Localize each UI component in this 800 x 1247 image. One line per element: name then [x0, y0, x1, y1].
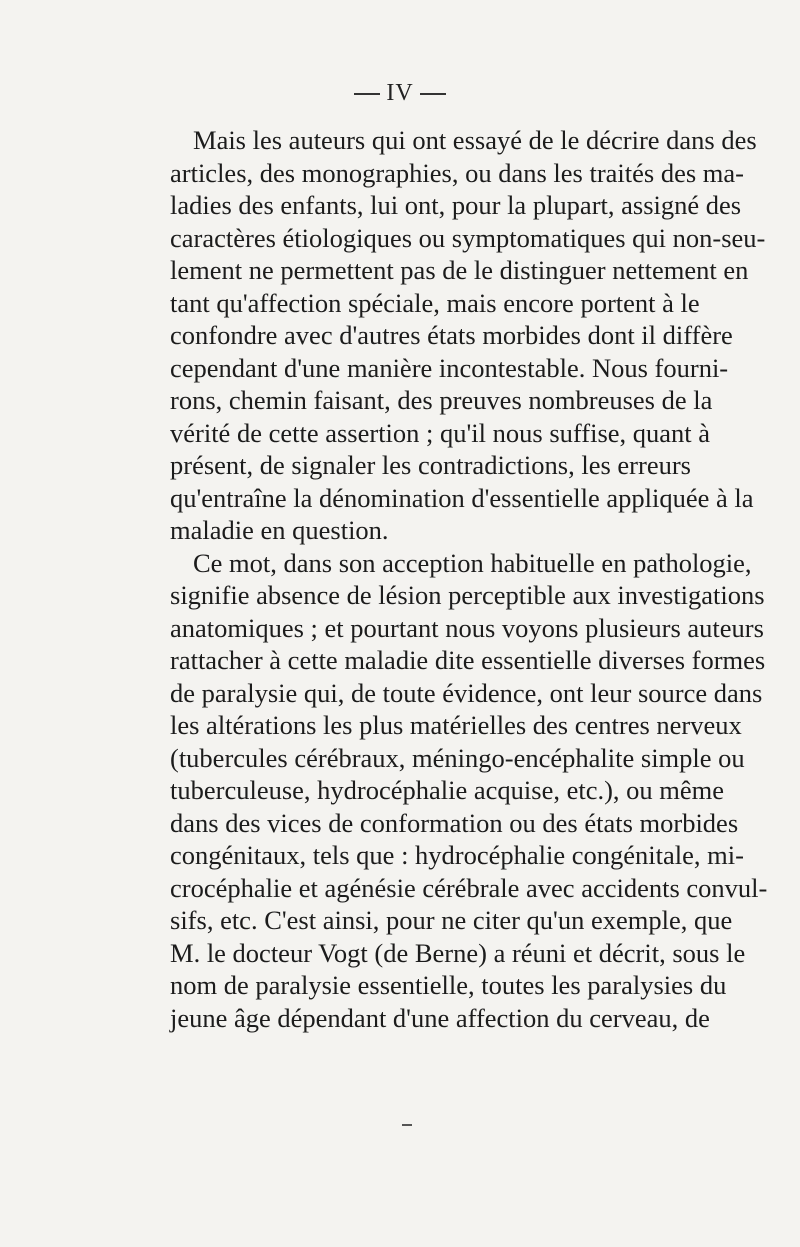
- text-line: cependant d'une manière incontestable. Nous fourni-: [170, 352, 729, 383]
- text-line: anatomiques ; et pourtant nous voyons plusieurs auteurs: [170, 612, 764, 643]
- header-dash-right: [420, 93, 446, 95]
- text-line: crocéphalie et agénésie cérébrale avec accidents convul-: [170, 872, 768, 903]
- text-line: articles, des monographies, ou dans les traités des ma-: [170, 157, 745, 188]
- text-line: qu'entraîne la dénomination d'essentielle appliquée à la: [170, 482, 754, 513]
- text-line: tant qu'affection spéciale, mais encore portent à le: [170, 287, 700, 318]
- header-dash-left: [354, 93, 380, 95]
- text-line: ladies des enfants, lui ont, pour la plupart, assigné des: [170, 190, 742, 220]
- text-line: tuberculeuse, hydrocéphalie acquise, etc.), ou même: [170, 775, 725, 805]
- text-line: (tubercules cérébraux, méningo-encéphalite simple ou: [170, 742, 745, 773]
- text-line: Ce mot, dans son acception habituelle en pathologie,: [193, 547, 752, 578]
- text-line: lement ne permettent pas de le distinguer nettement en: [170, 255, 749, 285]
- text-line: sifs, etc. C'est ainsi, pour ne citer qu'un exemple, que: [170, 905, 733, 935]
- text-line: jeune âge dépendant d'une affection du cerveau, de: [170, 1002, 710, 1033]
- printer-mark: [402, 1124, 412, 1126]
- text-line: confondre avec d'autres états morbides dont il diffère: [170, 320, 733, 350]
- text-line: caractères étiologiques ou symptomatiques qui non-seu-: [170, 222, 766, 253]
- text-line: vérité de cette assertion ; qu'il nous suffise, quant à: [170, 417, 711, 448]
- text-line: de paralysie qui, de toute évidence, ont leur source dans: [170, 677, 763, 708]
- text-line: les altérations les plus matérielles des centres nerveux: [170, 710, 742, 740]
- text-line: rons, chemin faisant, des preuves nombreuses de la: [170, 385, 713, 415]
- text-line: maladie en question.: [170, 515, 389, 545]
- page-header: [0, 80, 800, 107]
- text-line: Mais les auteurs qui ont essayé de le décrire dans des: [193, 125, 757, 155]
- text-line: présent, de signaler les contradictions, les erreurs: [170, 450, 691, 480]
- text-line: signifie absence de lésion perceptible aux investigations: [170, 580, 765, 610]
- text-line: congénitaux, tels que : hydrocéphalie congénitale, mi-: [170, 840, 744, 870]
- text-line: nom de paralysie essentielle, toutes les paralysies du: [170, 970, 727, 1000]
- page-number: IV: [386, 80, 414, 106]
- text-line: rattacher à cette maladie dite essentielle diverses formes: [170, 645, 766, 675]
- text-line: M. le docteur Vogt (de Berne) a réuni et décrit, sous le: [170, 937, 746, 968]
- text-line: dans des vices de conformation ou des états morbides: [170, 807, 739, 838]
